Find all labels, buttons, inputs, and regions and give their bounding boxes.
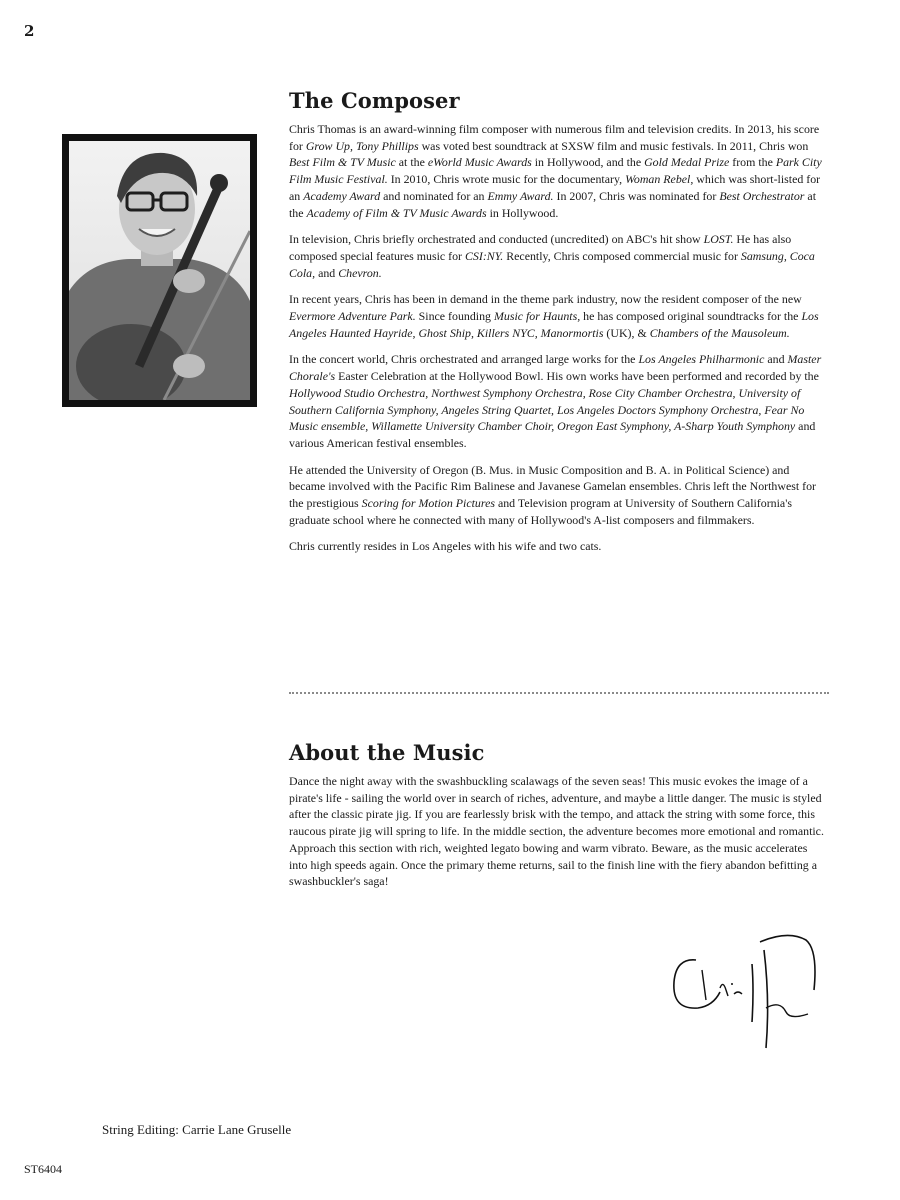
text-run: Park City Film Music Festival. (289, 155, 822, 187)
text-run: and nominated for an (380, 188, 488, 203)
text-run: Emmy Award. (487, 188, 554, 203)
text-run: which was short-listed for an (289, 172, 821, 203)
text-run: Dance the night away with the swashbuckling scalawags of the seven seas! This music evokes the image of a pirate's life - sailing the world over in search of riches, adventure, and maybe a little danger. The music is styled after the classic pirate jig. If you are fearlessly brisk with the tempo, and attack the string with some force, this raucous pirate jig will spring to life. In the middle section, the adventure becomes more emotional and romantic. Approach this section with rich, weighted legato bowing and warm vibrato. Beware, as the music accelerates into high speeds again. Once the primary theme returns, sail to the finish line with the fiery abandon befitting a swashbuckler's saga! (289, 774, 824, 889)
composer-photo (62, 134, 257, 407)
text-run: In 2010, Chris wrote music for the documentary, (387, 172, 626, 187)
text-run: In recent years, Chris has been in demand in the theme park industry, now the resident composer of the new (289, 292, 802, 307)
text-run: Chris Thomas is an award-winning film composer with numerous film and television credits. In 2013, his score for (289, 122, 820, 153)
composer-title: The Composer (289, 88, 460, 113)
text-run: He has also composed special features music for (289, 232, 792, 263)
text-run: Evermore Adventure Park. (289, 309, 416, 324)
text-run: (UK), & (603, 325, 650, 340)
text-run: Music for Haunts, (493, 309, 581, 324)
portrait-illustration (69, 141, 250, 400)
composer-paragraph-5 (289, 462, 824, 529)
text-run: In 2007, Chris was nominated for (553, 188, 720, 203)
text-run: Chevron. (338, 265, 382, 280)
text-run: In television, Chris briefly orchestrated and conducted (uncredited) on ABC's hit show (289, 232, 704, 247)
text-run: Woman Rebel, (625, 172, 694, 187)
text-run: Since founding (415, 309, 494, 324)
dotted-divider (289, 692, 829, 694)
text-run: Master Chorale's (289, 352, 822, 384)
composer-paragraph-4 (289, 351, 824, 451)
text-run: He attended the University of Oregon (B. Mus. in Music Composition and B. A. in Political Science) and became involved with the Pacific Rim Balinese and Javanese Gamelan ensembles. Chris left the Northwest for the prestigious (289, 462, 816, 511)
music-section (289, 740, 824, 900)
composer-section (289, 88, 824, 565)
text-run: Easter Celebration at the Hollywood Bowl. His own works have been performed and recorded by the (335, 369, 819, 384)
text-run: in Hollywood, and the (531, 155, 645, 170)
text-run: was voted best soundtrack at SXSW film and music festivals. In 2011, Chris won (418, 138, 809, 153)
text-run: Academy Award (303, 188, 381, 203)
text-run: Samsung, Coca Cola, (289, 248, 815, 280)
text-run: he has composed original soundtracks for the (580, 309, 802, 324)
composer-signature (668, 930, 828, 1055)
text-run: Best Film & TV Music (289, 155, 396, 170)
text-run: at the (289, 188, 816, 220)
text-run: in Hollywood. (486, 205, 559, 220)
text-run: Best Orchestrator (719, 188, 805, 203)
text-run: and (315, 265, 339, 280)
text-run: LOST. (703, 232, 734, 247)
text-run: and (764, 352, 788, 367)
text-run: Chambers of the Mausoleum. (649, 325, 790, 340)
text-run: Scoring for Motion Pictures (361, 496, 495, 511)
text-run: Recently, Chris composed commercial music for (503, 248, 741, 263)
composer-paragraph-3 (289, 291, 824, 341)
composer-paragraph-1 (289, 121, 824, 221)
text-run: Grow Up, Tony Phillips (305, 138, 419, 153)
music-paragraph (289, 773, 824, 890)
composer-paragraph-6 (289, 538, 824, 555)
text-run: from the (729, 155, 776, 170)
text-run: and various American festival ensembles. (289, 419, 816, 450)
text-run: Gold Medal Prize (644, 155, 730, 170)
text-run: CSI:NY. (465, 248, 504, 263)
text-run: Academy of Film & TV Music Awards (306, 205, 487, 220)
page-number: 2 (24, 22, 35, 40)
text-run: eWorld Music Awards (427, 155, 532, 170)
string-editing-credit: String Editing: Carrie Lane Gruselle (102, 1122, 292, 1137)
composer-photo-image (69, 141, 250, 400)
composer-paragraph-2 (289, 231, 824, 281)
text-run: Hollywood Studio Orchestra, Northwest Symphony Orchestra, Rose City Chamber Orchestra, University of Southern California Symphony, Angeles String Quartet, Los Angeles Doctors Symphony Orchestra, Fear No Music ensemble, Willamette University Chamber Choir, Oregon East Symphony, A-Sharp Youth Symphony (289, 385, 805, 434)
text-run: at the (395, 155, 428, 170)
text-run: and Television program at University of Southern California's graduate school where he connected with many of Hollywood's A-list composers and filmmakers. (289, 496, 792, 527)
catalog-code: ST6404 (24, 1162, 63, 1176)
text-run: Los Angeles Haunted Hayride, Ghost Ship, Killers NYC, Manormortis (289, 309, 819, 340)
text-run: In the concert world, Chris orchestrated and arranged large works for the (289, 352, 639, 367)
text-run: Chris currently resides in Los Angeles with his wife and two cats. (289, 539, 602, 554)
text-run: Los Angeles Philharmonic (638, 352, 765, 367)
music-title: About the Music (289, 740, 485, 765)
